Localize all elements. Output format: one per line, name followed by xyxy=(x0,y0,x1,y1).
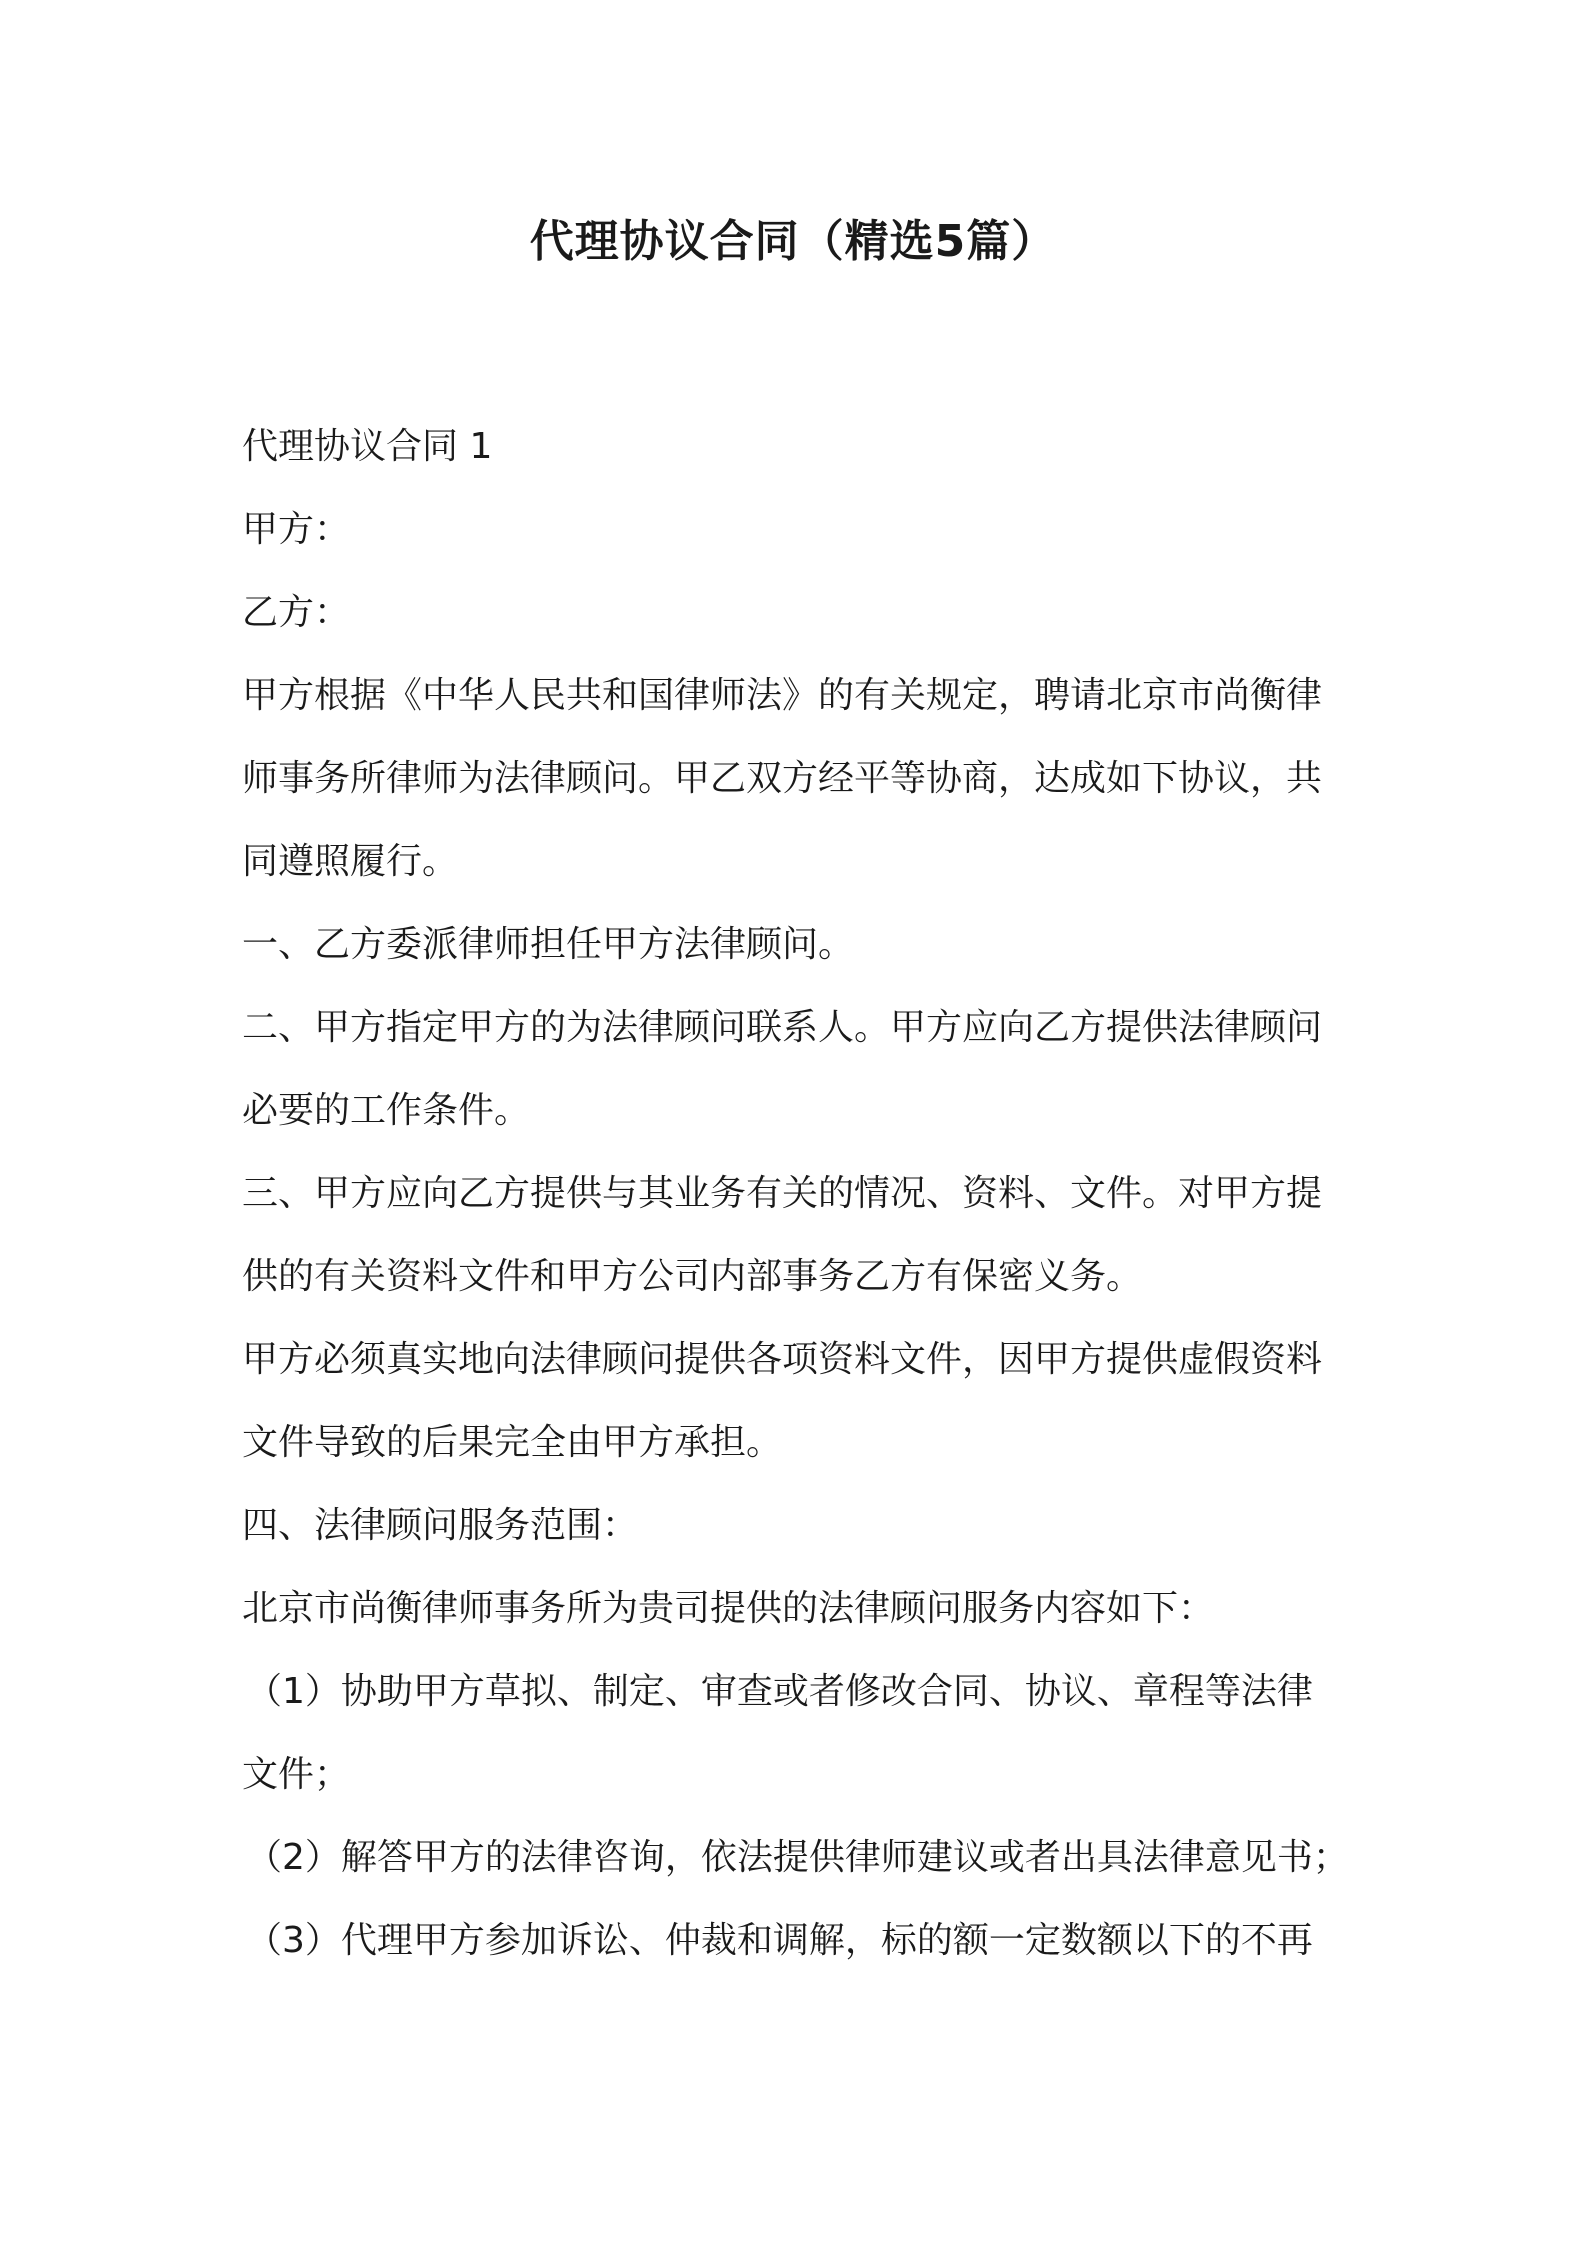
paragraph-line: 甲方必须真实地向法律顾问提供各项资料文件，因甲方提供虚假资料 xyxy=(242,1339,1323,1380)
paragraph-line: 文件导致的后果完全由甲方承担。 xyxy=(242,1422,783,1463)
clause-line: 三、甲方应向乙方提供与其业务有关的情况、资料、文件。对甲方提 xyxy=(242,1173,1323,1214)
paragraph-line: 师事务所律师为法律顾问。甲乙双方经平等协商，达成如下协议，共 xyxy=(242,758,1323,799)
list-item-line: 文件； xyxy=(242,1754,351,1795)
list-item-line: （1）协助甲方草拟、制定、审查或者修改合同、协议、章程等法律 xyxy=(246,1671,1313,1712)
section-heading: 代理协议合同 1 xyxy=(242,426,493,467)
clause-line: 必要的工作条件。 xyxy=(242,1090,531,1131)
document-body xyxy=(242,405,1360,1982)
clause-line: 四、法律顾问服务范围： xyxy=(242,1505,639,1546)
party-b-line: 乙方： xyxy=(242,592,351,633)
list-item-line: （3）代理甲方参加诉讼、仲裁和调解，标的额一定数额以下的不再 xyxy=(246,1920,1313,1961)
document-title: 代理协议合同（精选5篇） xyxy=(529,216,1057,267)
party-a-line: 甲方： xyxy=(242,509,351,550)
paragraph-line: 同遵照履行。 xyxy=(242,841,459,882)
clause-line: 一、乙方委派律师担任甲方法律顾问。 xyxy=(242,924,855,965)
clause-line: 二、甲方指定甲方的为法律顾问联系人。甲方应向乙方提供法律顾问 xyxy=(242,1007,1323,1048)
clause-line: 供的有关资料文件和甲方公司内部事务乙方有保密义务。 xyxy=(242,1256,1143,1297)
paragraph-line: 北京市尚衡律师事务所为贵司提供的法律顾问服务内容如下： xyxy=(242,1588,1215,1629)
list-item-line: （2）解答甲方的法律咨询，依法提供律师建议或者出具法律意见书； xyxy=(246,1837,1349,1878)
paragraph-line: 甲方根据《中华人民共和国律师法》的有关规定，聘请北京市尚衡律 xyxy=(242,675,1323,716)
